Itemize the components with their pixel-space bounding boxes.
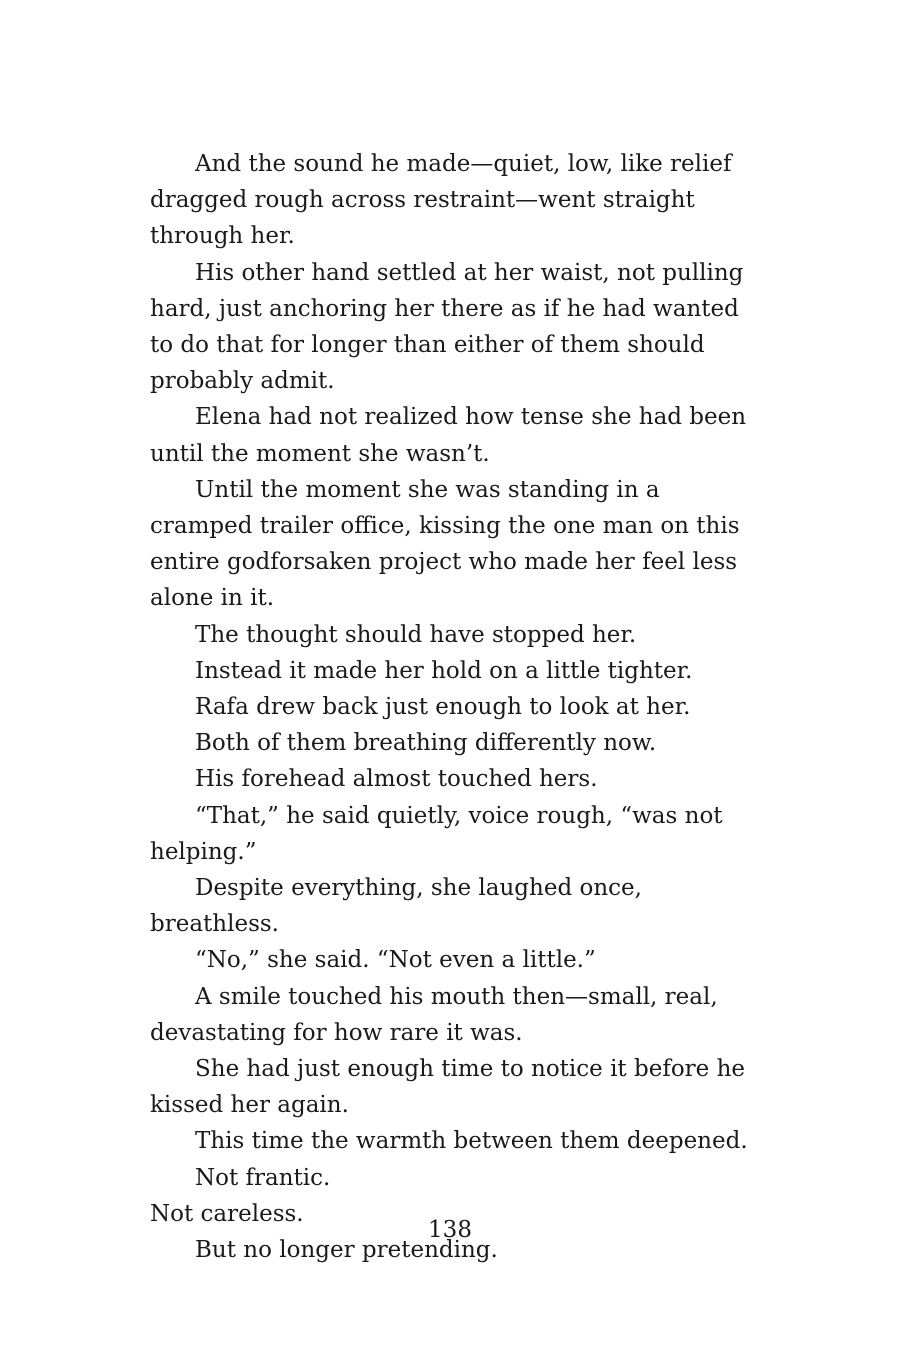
paragraph: Elena had not realized how tense she had been until the moment she wasn’t. <box>150 404 747 467</box>
paragraph: She had just enough time to notice it before he kissed her again. <box>150 1056 746 1119</box>
paragraph: Both of them breathing differently now. <box>195 730 657 757</box>
page-body <box>150 146 755 1268</box>
paragraph: His other hand settled at her waist, not pulling hard, just anchoring her there as if he had wanted to do that for longer than either of them should probably admit. <box>150 259 744 395</box>
paragraph: Rafa drew back just enough to look at her. <box>195 694 691 721</box>
paragraph: And the sound he made—quiet, low, like relief dragged rough across restraint—went straight through her. <box>150 151 732 250</box>
paragraph: A smile touched his mouth then—small, real, devastating for how rare it was. <box>150 983 718 1046</box>
paragraph: But no longer pretending. <box>195 1237 498 1264</box>
paragraph: Until the moment she was standing in a cramped trailer office, kissing the one man on this entire godforsaken project who made her feel less alone in it. <box>150 476 740 612</box>
paragraph: Not careless. <box>150 1200 304 1227</box>
paragraph: “No,” she said. “Not even a little.” <box>195 947 596 974</box>
paragraph: Not frantic. <box>195 1164 331 1191</box>
paragraph: Instead it made her hold on a little tighter. <box>195 657 693 684</box>
paragraph: The thought should have stopped her. <box>195 621 637 648</box>
paragraph: This time the warmth between them deepened. <box>195 1128 748 1155</box>
paragraph: “That,” he said quietly, voice rough, “was not helping.” <box>150 802 723 865</box>
paragraph: Despite everything, she laughed once, breathless. <box>150 875 642 938</box>
page-number: 138 <box>428 1217 472 1243</box>
paragraph: His forehead almost touched hers. <box>195 766 598 793</box>
